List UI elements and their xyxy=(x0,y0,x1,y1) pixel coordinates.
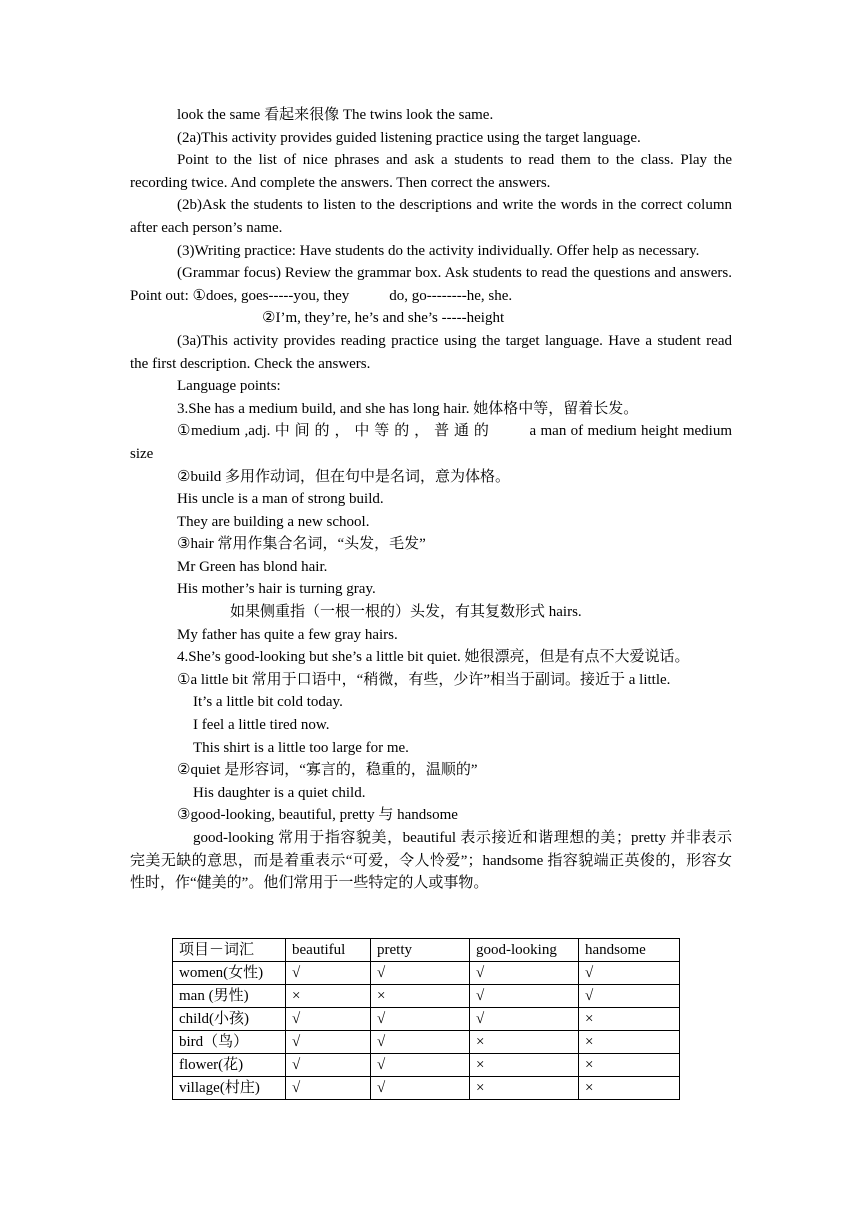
table-row xyxy=(173,1031,680,1054)
paragraph-grammar-focus xyxy=(130,262,732,307)
table-cell: √ xyxy=(371,1054,470,1077)
table-cell: × xyxy=(470,1031,579,1054)
example-sentence: His mother’s hair is turning gray. xyxy=(177,581,376,598)
table-cell: × xyxy=(579,1054,680,1077)
hair-definition: ③hair 常用作集合名词，“头发，毛发” xyxy=(177,536,426,553)
table-cell: √ xyxy=(470,1008,579,1031)
document-body xyxy=(130,104,732,895)
table-header-row xyxy=(173,939,680,962)
table-cell: × xyxy=(286,985,371,1008)
table-cell: √ xyxy=(371,1008,470,1031)
table-cell: √ xyxy=(286,1031,371,1054)
table-row xyxy=(173,962,680,985)
example-sentence: They are building a new school. xyxy=(177,513,370,530)
paragraph-instructions: Point to the list of nice phrases and ask a students to read them to the class. Play the recording twice. And complete the answers. Then correct the answers. xyxy=(130,152,732,191)
paragraph-writing: (3)Writing practice: Have students do the activity individually. Offer help as necessary. xyxy=(177,242,700,259)
build-definition: ②build 多用作动词，但在句中是名词，意为体格。 xyxy=(177,468,511,485)
table-cell: bird（鸟） xyxy=(173,1031,286,1054)
table-cell: child(小孩) xyxy=(173,1008,286,1031)
example-sentence: His daughter is a quiet child. xyxy=(193,784,366,801)
table-cell: man (男性) xyxy=(173,985,286,1008)
table-cell: × xyxy=(579,1077,680,1100)
example-sentence: This shirt is a little too large for me. xyxy=(193,739,409,756)
point-3-sentence: 3.She has a medium build, and she has long hair. 她体格中等，留着长发。 xyxy=(177,400,639,417)
paragraph-2a: (2a)This activity provides guided listening practice using the target language. xyxy=(177,129,641,146)
table-header-cell: beautiful xyxy=(286,939,371,962)
table-cell: √ xyxy=(286,1008,371,1031)
table-header-cell: 项目－词汇 xyxy=(173,939,286,962)
table-cell: √ xyxy=(286,1077,371,1100)
hairs-note: 如果侧重指（一根一根的）头发，有其复数形式 hairs. xyxy=(230,604,582,621)
table-cell: √ xyxy=(470,962,579,985)
table-row xyxy=(173,985,680,1008)
example-sentence: His uncle is a man of strong build. xyxy=(177,491,384,508)
table-header-cell: pretty xyxy=(371,939,470,962)
point-4-sentence: 4.She’s good-looking but she’s a little bit quiet. 她很漂亮，但是有点不大爱说话。 xyxy=(177,649,690,666)
table-cell: √ xyxy=(371,1031,470,1054)
comparison-heading: ③good-looking, beautiful, pretty 与 handsome xyxy=(177,807,458,824)
table-cell: √ xyxy=(286,962,371,985)
table-row xyxy=(173,1008,680,1031)
table-cell: √ xyxy=(371,1077,470,1100)
language-points-heading: Language points: xyxy=(177,378,281,395)
table-cell: × xyxy=(579,1008,680,1031)
table-cell: √ xyxy=(371,962,470,985)
quiet-definition: ②quiet 是形容词，“寡言的，稳重的，温顺的” xyxy=(177,762,478,779)
table-header-cell: handsome xyxy=(579,939,680,962)
example-sentence: I feel a little tired now. xyxy=(193,717,330,734)
comparison-explanation: good-looking 常用于指容貌美，beautiful 表示接近和谐理想的美；pretty 并非表示完美无缺的意思，而是着重表示“可爱，令人怜爱”；handsome 指容貌端正英俊的，形容女性时，作“健美的”。他们常用于一些特定的人或事物。 xyxy=(130,830,732,892)
vocab-line: look the same 看起来很像 The twins look the same. xyxy=(177,107,494,123)
little-bit-definition: ①a little bit 常用于口语中，“稍微，有些，少许”相当于副词。接近于 a little. xyxy=(177,671,671,688)
medium-definition xyxy=(130,420,732,465)
table-cell: village(村庄) xyxy=(173,1077,286,1100)
table-cell: √ xyxy=(470,985,579,1008)
table-cell: women(女性) xyxy=(173,962,286,985)
table-cell: √ xyxy=(579,962,680,985)
paragraph-3a: (3a)This activity provides reading practice using the target language. Have a student read the first description. Check the answers. xyxy=(130,332,732,372)
comparison-table xyxy=(172,938,680,1100)
table-cell: × xyxy=(371,985,470,1008)
table-cell: √ xyxy=(579,985,680,1008)
grammar-text: (Grammar focus) Review the grammar box. Ask students to read the questions and answers. Point out: ①does, goes-----you, they xyxy=(130,265,732,304)
table-cell: flower(花) xyxy=(173,1054,286,1077)
table-cell: √ xyxy=(286,1054,371,1077)
table-row xyxy=(173,1054,680,1077)
grammar-text-2: do, go--------he, she. xyxy=(389,287,513,304)
table-row xyxy=(173,1077,680,1100)
table-cell: × xyxy=(470,1054,579,1077)
medium-examples: a man of medium height medium size xyxy=(130,423,732,462)
medium-def-text: ①medium ,adj. 中 间 的 ， 中 等 的 ， 普 通 的 xyxy=(177,423,490,440)
table-header-cell: good-looking xyxy=(470,939,579,962)
table-cell: × xyxy=(579,1031,680,1054)
example-sentence: It’s a little bit cold today. xyxy=(193,694,343,711)
comparison-table-body xyxy=(173,939,680,1100)
example-sentence: My father has quite a few gray hairs. xyxy=(177,626,398,643)
paragraph-2b: (2b)Ask the students to listen to the descriptions and write the words in the correct column after each person’s name. xyxy=(130,197,732,236)
grammar-point-2: ②I’m, they’re, he’s and she’s -----height xyxy=(262,310,505,327)
example-sentence: Mr Green has blond hair. xyxy=(177,558,328,575)
table-cell: × xyxy=(470,1077,579,1100)
